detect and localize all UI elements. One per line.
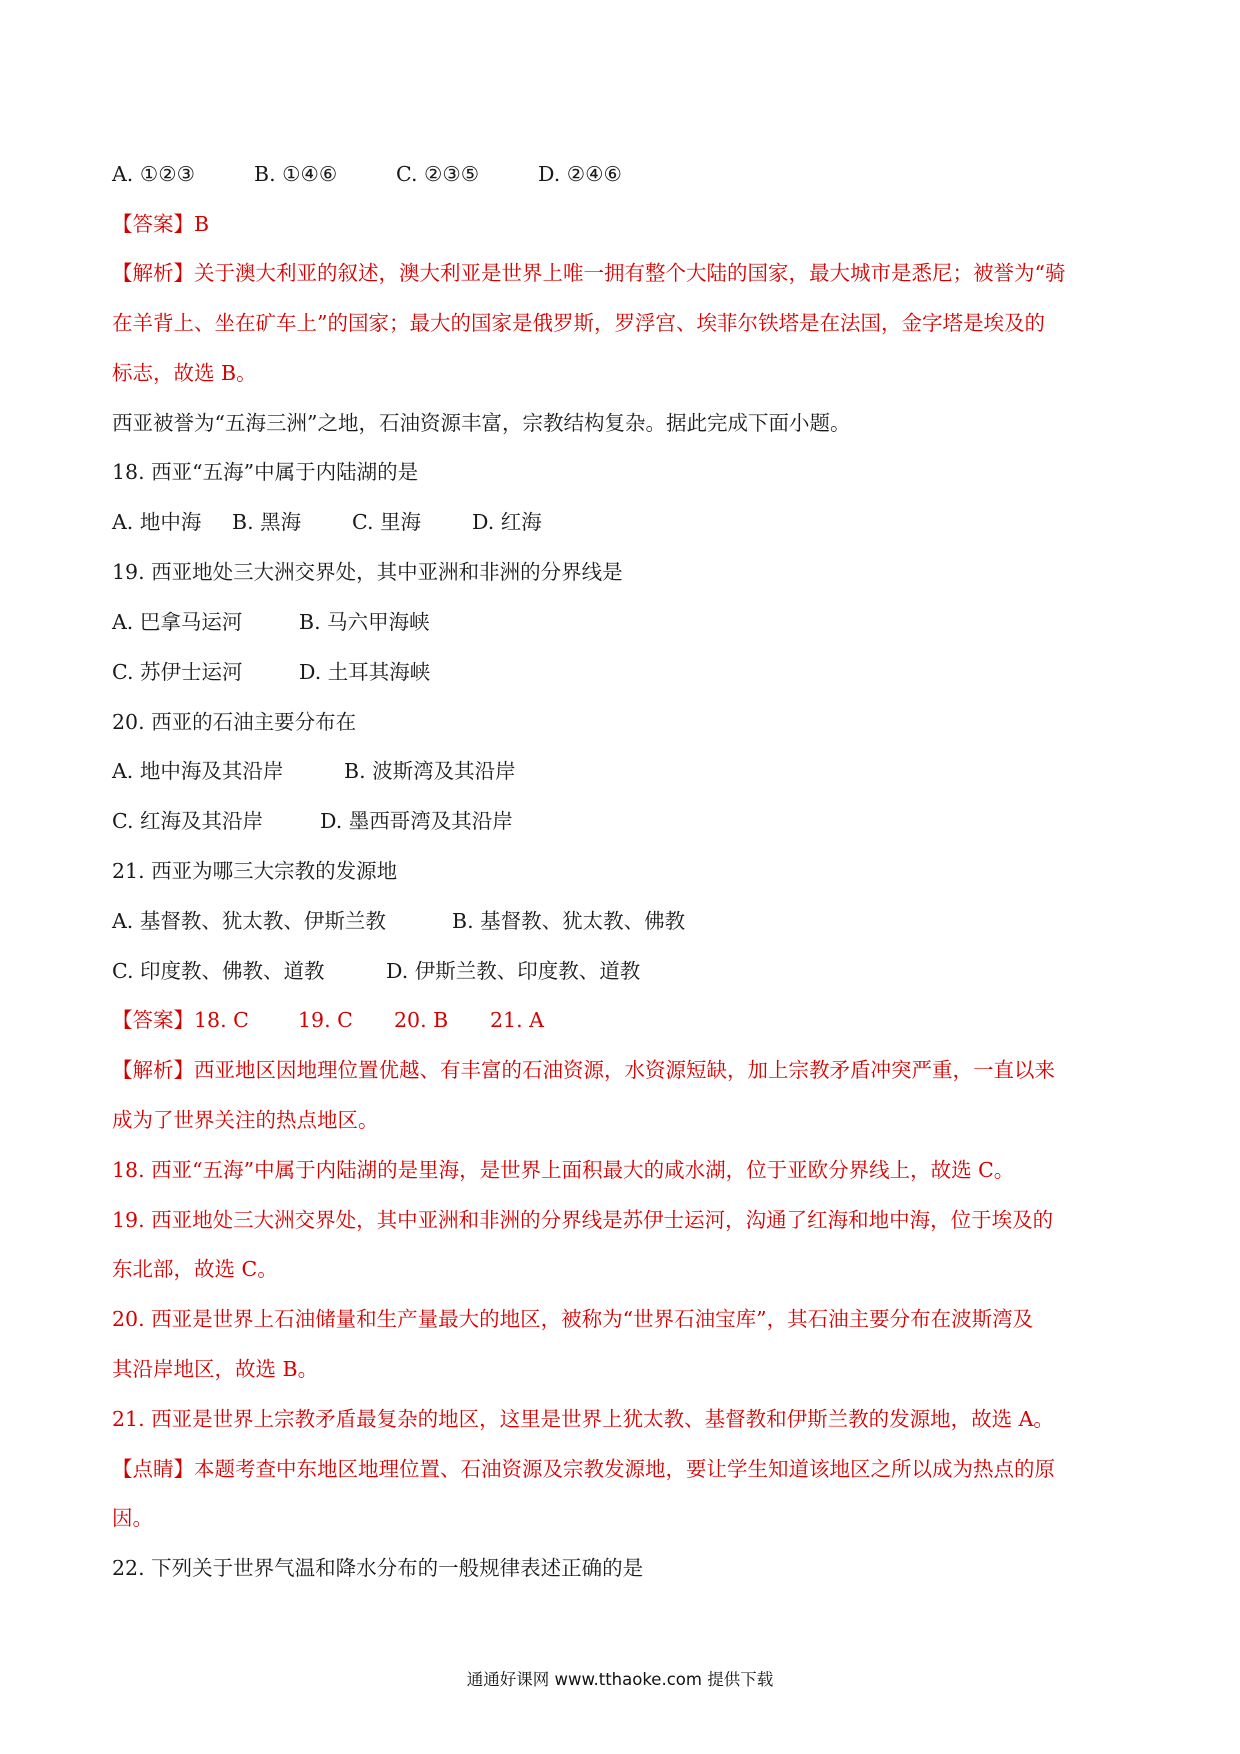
analysis-line: 在羊背上、坐在矿车上”的国家；最大的国家是俄罗斯，罗浮宫、埃菲尔铁塔是在法国，金字塔是埃及的 [112,311,1045,335]
q17-options [112,160,1132,188]
option: D. 伊斯兰教、印度教、道教 [386,959,641,983]
group-answer [112,1006,1132,1034]
option: A. 地中海及其沿岸 [112,759,284,783]
analysis-line: 因。 [112,1506,153,1530]
option: D. 墨西哥湾及其沿岸 [320,809,513,833]
analysis-line: 【解析】关于澳大利亚的叙述，澳大利亚是世界上唯一拥有整个大陆的国家，最大城市是悉尼；被誉为“骑 [112,261,1066,285]
analysis-line: 东北部，故选 C。 [112,1257,278,1281]
option: D. 红海 [472,510,542,534]
analysis-line: 标志，故选 B。 [112,361,257,385]
options-row [112,907,1132,935]
option: D. ②④⑥ [538,162,622,186]
option: B. 基督教、犹太教、佛教 [452,909,686,933]
answer-label: 【答案】B [112,212,210,236]
options-row [112,807,1132,835]
option: B. 波斯湾及其沿岸 [344,759,516,783]
answer-item: 【答案】18. C [112,1008,249,1032]
option: C. 里海 [352,510,421,534]
question-stem: 18. 西亚“五海”中属于内陆湖的是 [112,460,419,484]
option: C. ②③⑤ [396,162,480,186]
question-stem: 19. 西亚地处三大洲交界处，其中亚洲和非洲的分界线是 [112,560,623,584]
question-stem: 22. 下列关于世界气温和降水分布的一般规律表述正确的是 [112,1556,644,1580]
option: A. 地中海 [112,510,202,534]
option: C. 苏伊士运河 [112,660,243,684]
page-footer: 通通好课网 www.tthaoke.com 提供下载 [466,1670,774,1689]
analysis-line: 20. 西亚是世界上石油储量和生产量最大的地区，被称为“世界石油宝库”，其石油主要分布在波斯湾及 [112,1307,1034,1331]
option: B. ①④⑥ [254,162,338,186]
analysis-line: 19. 西亚地处三大洲交界处，其中亚洲和非洲的分界线是苏伊士运河，沟通了红海和地中海，位于埃及的 [112,1208,1054,1232]
question-stem: 21. 西亚为哪三大宗教的发源地 [112,859,398,883]
analysis-line: 18. 西亚“五海”中属于内陆湖的是里海，是世界上面积最大的咸水湖，位于亚欧分界线上，故选 C。 [112,1158,1015,1182]
option: A. 巴拿马运河 [112,610,243,634]
option: D. 土耳其海峡 [299,660,431,684]
options-row [112,508,1132,536]
analysis-line: 成为了世界关注的热点地区。 [112,1108,379,1132]
option: B. 黑海 [232,510,302,534]
option: C. 印度教、佛教、道教 [112,959,325,983]
analysis-line: 21. 西亚是世界上宗教矛盾最复杂的地区，这里是世界上犹太教、基督教和伊斯兰教的发源地，故选 A。 [112,1407,1054,1431]
analysis-line: 【解析】西亚地区因地理位置优越、有丰富的石油资源，水资源短缺，加上宗教矛盾冲突严重，一直以来 [112,1058,1055,1082]
option: A. 基督教、犹太教、伊斯兰教 [112,909,386,933]
answer-item: 20. B [394,1008,449,1032]
options-row [112,957,1132,985]
question-stem: 20. 西亚的石油主要分布在 [112,710,357,734]
option: A. ①②③ [112,162,195,186]
analysis-line: 其沿岸地区，故选 B。 [112,1357,319,1381]
answer-item: 19. C [298,1008,353,1032]
options-row [112,658,1132,686]
options-row [112,757,1132,785]
option: C. 红海及其沿岸 [112,809,263,833]
options-row [112,608,1132,636]
answer-item: 21. A [490,1008,544,1032]
analysis-line: 【点睛】本题考查中东地区地理位置、石油资源及宗教发源地，要让学生知道该地区之所以成为热点的原 [112,1457,1055,1481]
option: B. 马六甲海峡 [299,610,430,634]
passage-intro: 西亚被誉为“五海三洲”之地，石油资源丰富，宗教结构复杂。据此完成下面小题。 [112,411,851,435]
